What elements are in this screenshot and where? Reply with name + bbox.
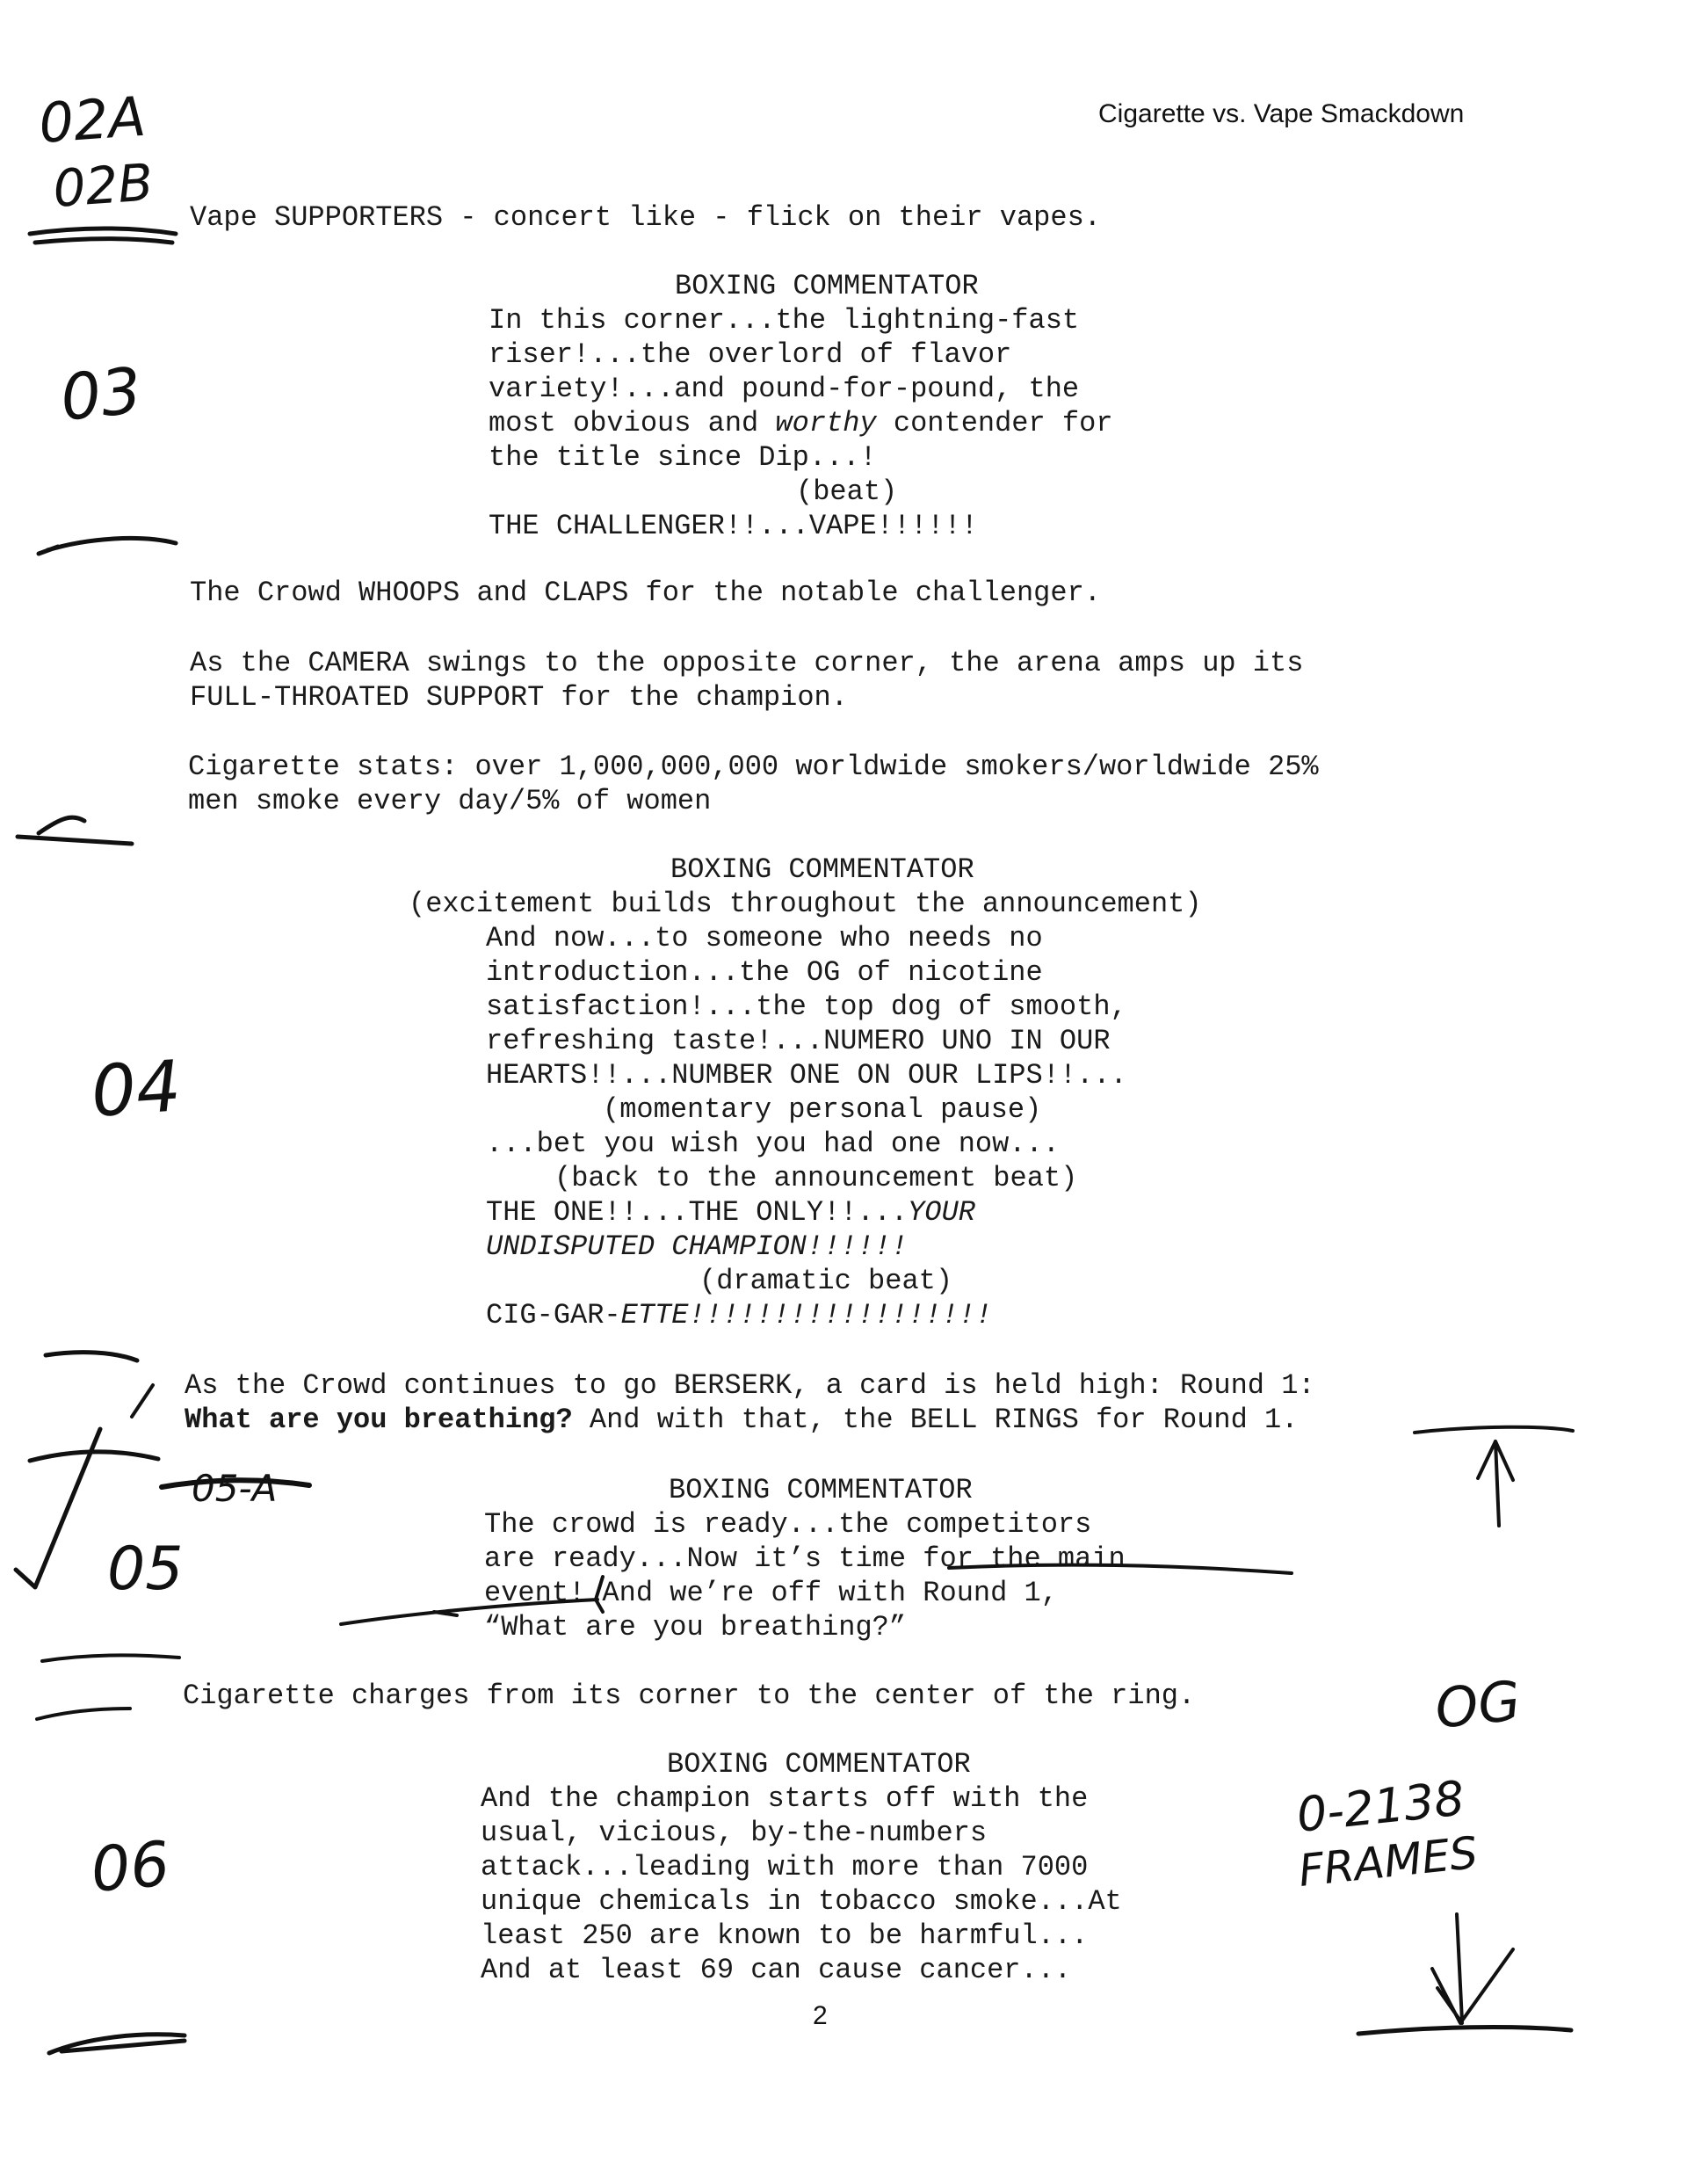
scene-divider-mark	[30, 229, 176, 243]
scene-divider-mark	[18, 817, 132, 844]
page-number: 2	[813, 2001, 828, 2030]
dialogue-line: event! And we’re off with Round 1,	[484, 1577, 1058, 1609]
dialogue-line: And now...to someone who needs no	[486, 922, 1043, 954]
parenthetical: (excitement builds throughout the announcement)	[409, 888, 1202, 920]
handwritten-shot-06: 06	[88, 1827, 173, 1906]
action-line: men smoke every day/5% of women	[188, 785, 712, 817]
dialogue-line: satisfaction!...the top dog of smooth,	[486, 990, 1127, 1023]
arrow-down-icon	[1432, 1914, 1513, 2023]
handwritten-frame-range: 0-2138	[1293, 1770, 1467, 1843]
action-line: The Crowd WHOOPS and CLAPS for the notable challenger.	[190, 577, 1101, 609]
action-line: FULL-THROATED SUPPORT for the champion.	[190, 681, 848, 714]
scene-divider-mark	[37, 1709, 130, 1719]
dialogue-line: are ready...Now it’s time for the main	[484, 1542, 1126, 1575]
dialogue-line: variety!...and pound-for-pound, the	[489, 373, 1080, 405]
parenthetical: (momentary personal pause)	[603, 1093, 1042, 1126]
handwritten-shot-02a: 02A	[36, 83, 148, 156]
scene-divider-mark	[30, 1452, 158, 1461]
scene-divider-mark	[42, 1655, 179, 1661]
character-cue: BOXING COMMENTATOR	[669, 1474, 973, 1506]
dialogue-line: refreshing taste!...NUMERO UNO IN OUR	[486, 1025, 1111, 1057]
action-line: Cigarette charges from its corner to the center of the ring.	[183, 1680, 1196, 1712]
handwritten-shot-02b: 02B	[51, 152, 156, 219]
action-line: Vape SUPPORTERS - concert like - flick on their vapes.	[190, 201, 1101, 234]
scene-divider-mark	[39, 538, 176, 554]
character-cue: BOXING COMMENTATOR	[675, 270, 979, 302]
dialogue-line: usual, vicious, by-the-numbers	[481, 1817, 988, 1849]
checkmark	[16, 1429, 100, 1587]
page-header-title: Cigarette vs. Vape Smackdown	[1098, 99, 1465, 128]
parenthetical: (dramatic beat)	[699, 1265, 953, 1297]
dialogue-line: THE CHALLENGER!!...VAPE!!!!!!	[489, 510, 978, 542]
action-line: What are you breathing? And with that, the BELL RINGS for Round 1.	[185, 1404, 1299, 1436]
dialogue-line: most obvious and worthy contender for	[489, 407, 1113, 439]
dialogue-line: unique chemicals in tobacco smoke...At	[481, 1885, 1122, 1918]
dialogue-line: least 250 are known to be harmful...	[481, 1919, 1089, 1952]
dialogue-line: In this corner...the lightning-fast	[489, 304, 1080, 337]
dialogue-line: the title since Dip...!	[489, 441, 877, 474]
parenthetical: (beat)	[796, 475, 898, 508]
character-cue: BOXING COMMENTATOR	[670, 853, 974, 886]
dialogue-line: “What are you breathing?”	[484, 1611, 907, 1643]
handwritten-shot-03: 03	[56, 352, 145, 435]
range-start-line	[1415, 1427, 1573, 1433]
dialogue-line: ...bet you wish you had one now...	[486, 1128, 1060, 1160]
strike-through	[162, 1480, 309, 1487]
action-line: As the Crowd continues to go BERSERK, a card is held high: Round 1:	[185, 1369, 1315, 1402]
dialogue-line: HEARTS!!...NUMBER ONE ON OUR LIPS!!...	[486, 1059, 1127, 1092]
parenthetical: (back to the announcement beat)	[554, 1162, 1078, 1194]
dialogue-line: The crowd is ready...the competitors	[484, 1508, 1092, 1541]
handwritten-shot-04: 04	[88, 1045, 184, 1133]
scene-divider-mark	[49, 2035, 185, 2053]
dialogue-line: THE ONE!!...THE ONLY!!...YOUR	[486, 1196, 975, 1229]
handwritten-shot-05: 05	[107, 1535, 184, 1604]
dialogue-line: And the champion starts off with the	[481, 1782, 1089, 1815]
dialogue-line: introduction...the OG of nicotine	[486, 956, 1043, 989]
dialogue-line: riser!...the overlord of flavor	[489, 338, 1012, 371]
arrow-up-icon	[1478, 1441, 1513, 1526]
action-line: Cigarette stats: over 1,000,000,000 worldwide smokers/worldwide 25%	[188, 751, 1319, 783]
dialogue-line: CIG-GAR-ETTE!!!!!!!!!!!!!!!!!!	[486, 1299, 993, 1331]
dialogue-line: UNDISPUTED CHAMPION!!!!!!	[486, 1230, 909, 1263]
character-cue: BOXING COMMENTATOR	[667, 1748, 971, 1781]
range-end-line	[1358, 2028, 1571, 2034]
handwritten-og: OG	[1431, 1668, 1524, 1741]
dialogue-line: attack...leading with more than 7000	[481, 1851, 1089, 1883]
handwritten-frames-label: FRAMES	[1296, 1826, 1481, 1897]
action-line: As the CAMERA swings to the opposite corner, the arena amps up its	[190, 647, 1304, 679]
slash-mark	[132, 1385, 153, 1417]
scene-divider-mark	[46, 1353, 137, 1360]
dialogue-line: And at least 69 can cause cancer...	[481, 1954, 1072, 1986]
handwritten-shot-05a: 05-A	[192, 1467, 278, 1510]
